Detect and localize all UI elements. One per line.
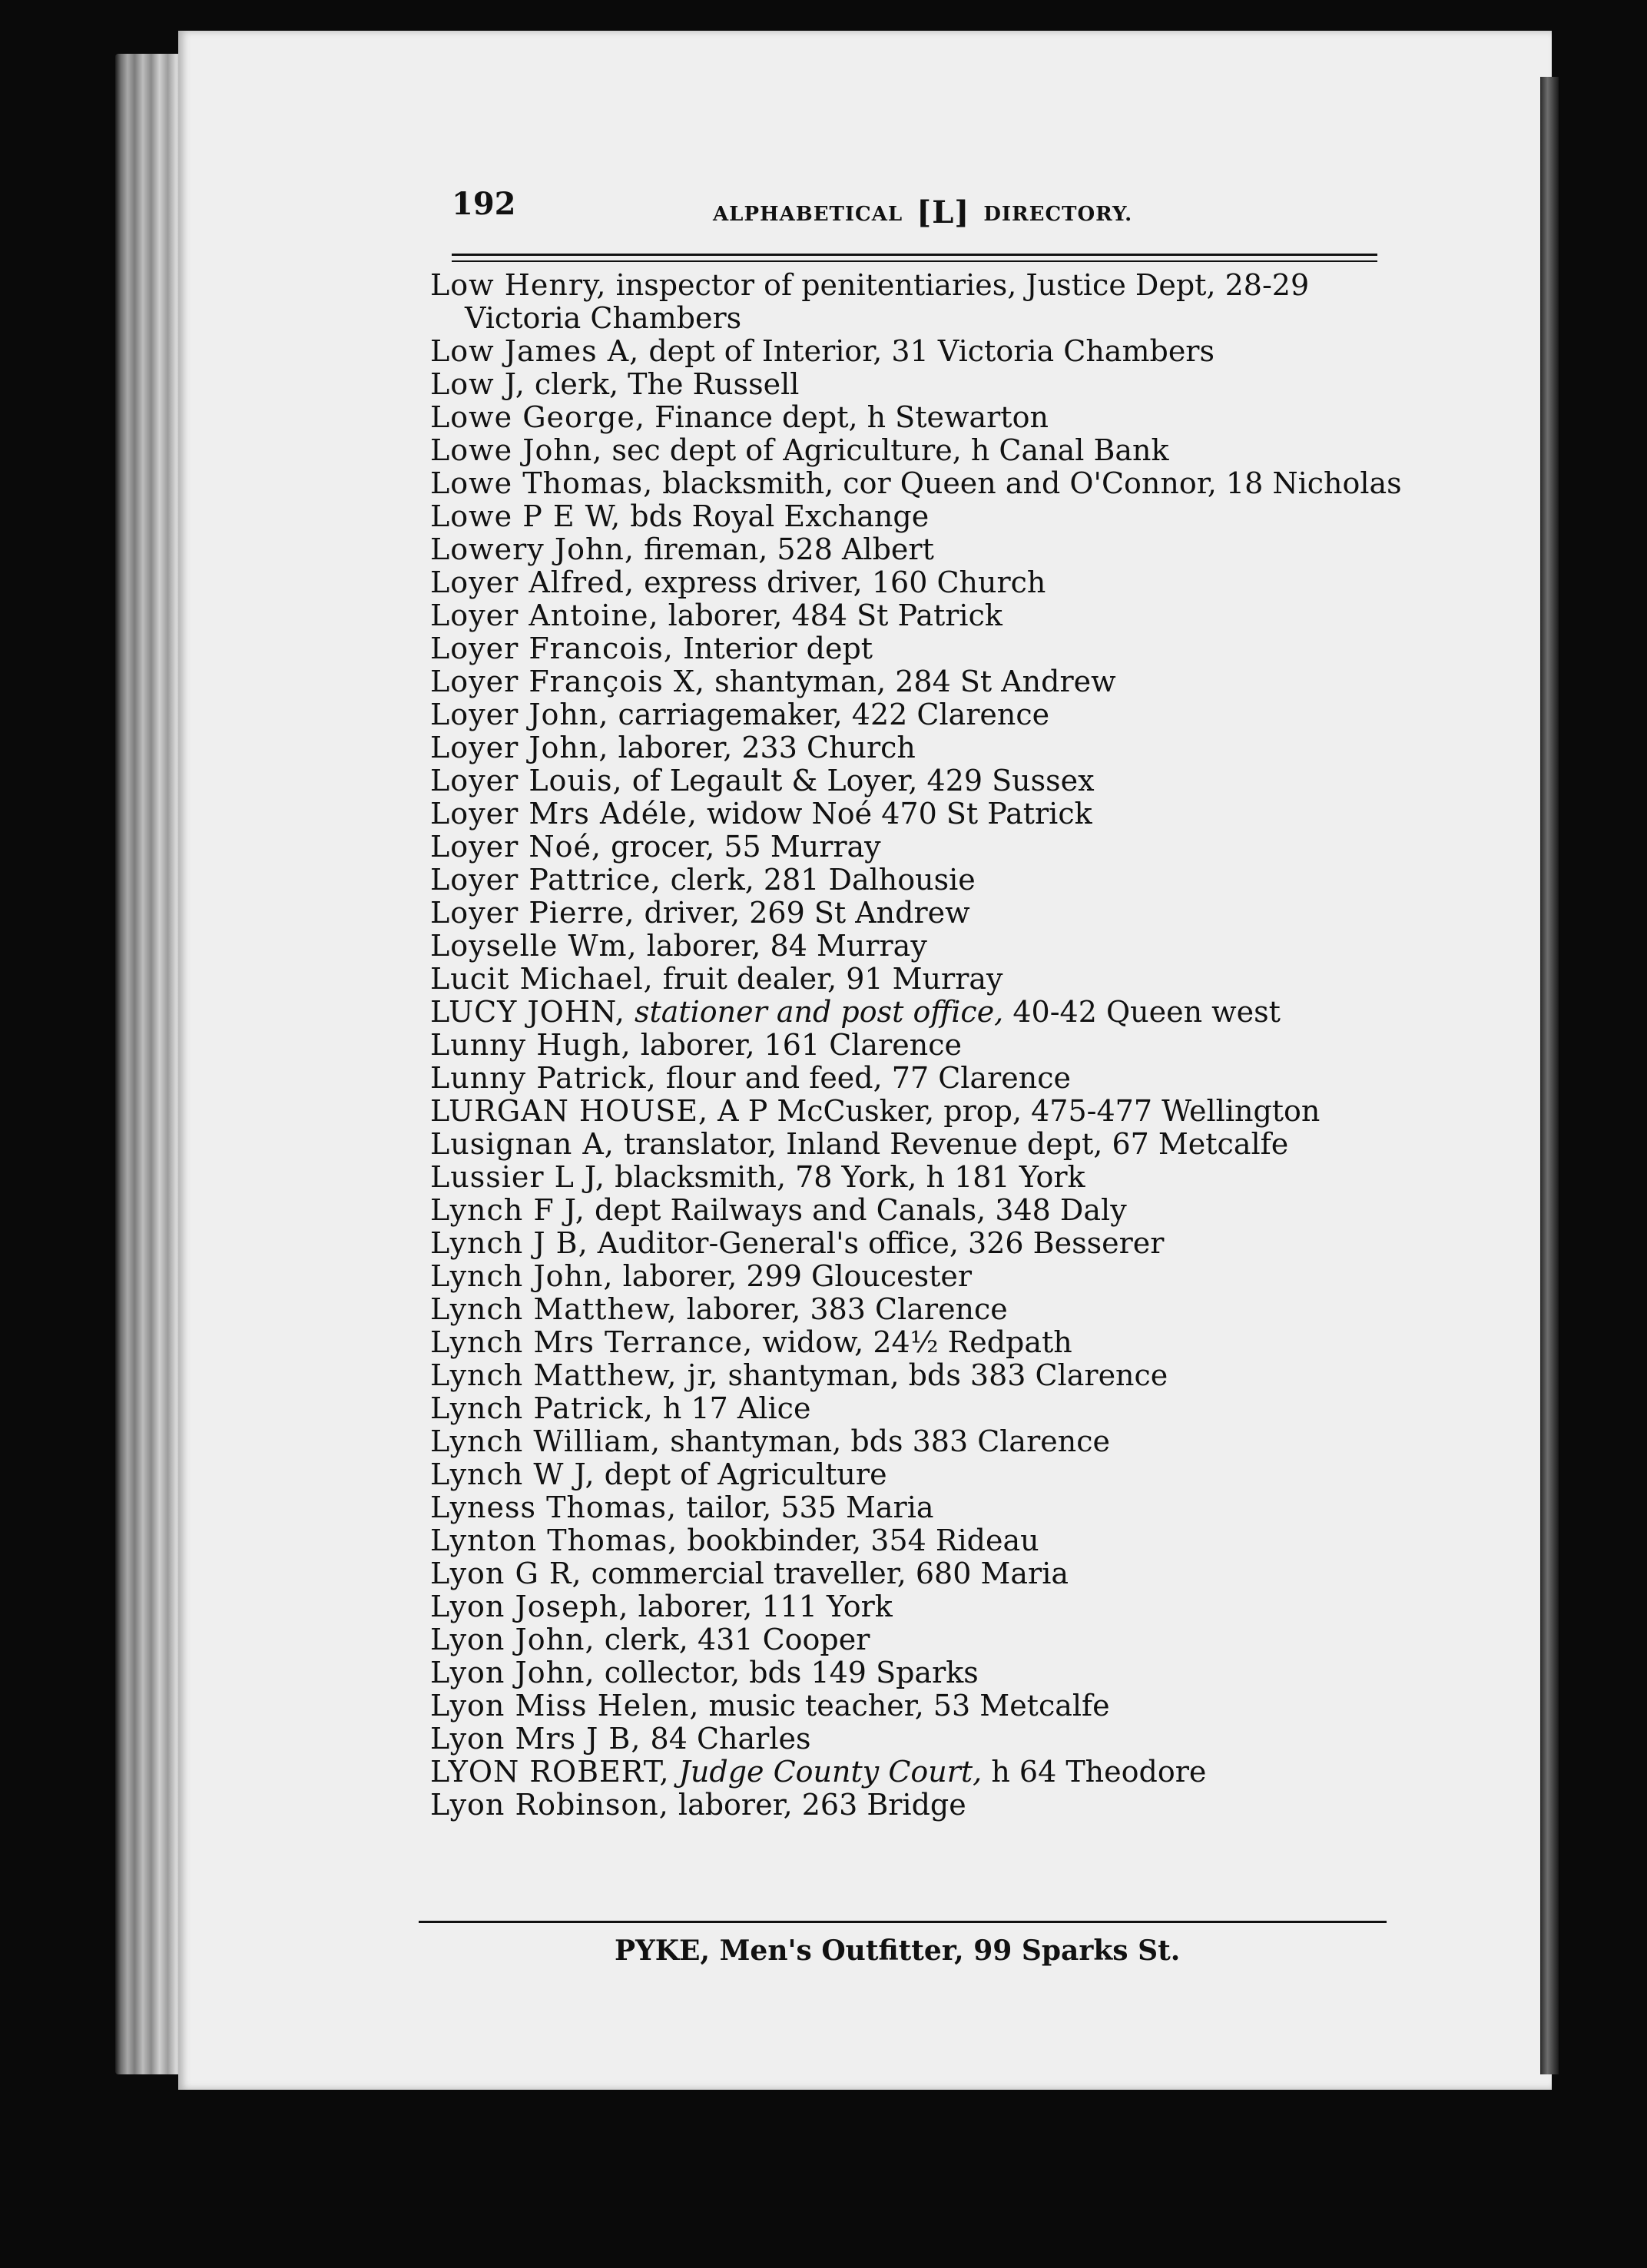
entry-name: Lyon Robinson, — [430, 1788, 669, 1822]
entry-details: express driver, 160 Church — [635, 565, 1046, 599]
entry-name: Loyer Pierre, — [430, 896, 635, 930]
entry-occupation: Judge County Court, — [669, 1755, 983, 1789]
entry-details: dept Railways and Canals, 348 Daly — [585, 1193, 1127, 1227]
entry-details: A P McCusker, prop, 475-477 Wellington — [708, 1094, 1321, 1128]
entry-details: music teacher, 53 Metcalfe — [699, 1689, 1110, 1723]
entry-name: Lucit Michael, — [430, 962, 654, 996]
entry-name: Low James A, — [430, 334, 640, 368]
entry-details: of Legault & Loyer, 429 Sussex — [622, 764, 1095, 797]
directory-entry — [430, 1293, 1390, 1326]
entry-details: bookbinder, 354 Rideau — [678, 1524, 1039, 1557]
directory-entry — [430, 533, 1390, 566]
directory-entry — [430, 1425, 1390, 1458]
entry-name: Lyon Miss Helen, — [430, 1689, 700, 1723]
entry-name: Lussier L J, — [430, 1160, 605, 1194]
entry-name: Loyer John, — [430, 731, 609, 764]
entry-name: Lowe John, — [430, 433, 603, 467]
entry-details: dept of Interior, 31 Victoria Chambers — [639, 334, 1215, 368]
entry-name: Low Henry, — [430, 268, 607, 302]
entry-details: flour and feed, 77 Clarence — [656, 1061, 1071, 1095]
entry-name: LUCY JOHN, — [430, 995, 625, 1029]
entry-details: laborer, 161 Clarence — [631, 1028, 962, 1062]
entry-details: 40-42 Queen west — [1003, 995, 1281, 1029]
entry-name: Lowe Thomas, — [430, 466, 654, 500]
page-number: 192 — [452, 186, 516, 222]
directory-entry — [430, 1557, 1390, 1590]
entry-details: laborer, 111 York — [628, 1590, 893, 1623]
entry-details: shantyman, 284 St Andrew — [705, 665, 1116, 698]
directory-entry — [430, 1260, 1390, 1293]
directory-entry — [430, 1723, 1390, 1756]
directory-entry — [430, 335, 1390, 368]
entry-name: Lyon Mrs J B, — [430, 1722, 641, 1756]
directory-entry — [430, 1392, 1390, 1425]
entry-name: Lyon John, — [430, 1623, 595, 1656]
directory-entry — [430, 1491, 1390, 1524]
entry-details: grocer, 55 Murray — [601, 830, 881, 864]
entry-name: Lynch Patrick, — [430, 1391, 654, 1425]
running-head-letter: [L] — [916, 194, 970, 230]
entry-name: Lyness Thomas, — [430, 1490, 678, 1524]
running-head — [713, 192, 1132, 228]
directory-entry — [430, 269, 1390, 335]
entry-details: tailor, 535 Maria — [677, 1490, 934, 1524]
directory-entry — [430, 698, 1390, 731]
entry-name: Lowe George, — [430, 400, 645, 434]
directory-entry — [430, 831, 1390, 864]
entry-details: laborer, 383 Clarence — [677, 1292, 1008, 1326]
entry-details: collector, bds 149 Sparks — [595, 1656, 979, 1689]
entry-name: Lunny Patrick, — [430, 1061, 657, 1095]
entry-details: laborer, 233 Church — [608, 731, 916, 764]
entry-name: Loyer François X, — [430, 665, 705, 698]
directory-entry — [430, 797, 1390, 831]
entry-name: Lynch W J, — [430, 1457, 595, 1491]
entry-details: fruit dealer, 91 Murray — [653, 962, 1003, 996]
directory-entry — [430, 434, 1390, 467]
directory-entry — [430, 1128, 1390, 1161]
directory-entry — [430, 500, 1390, 533]
entry-name: Lynch Matthew, — [430, 1292, 678, 1326]
entry-name: Lusignan A, — [430, 1127, 615, 1161]
directory-entry — [430, 368, 1390, 401]
entry-name: Lynch F J, — [430, 1193, 585, 1227]
directory-entry — [430, 1689, 1390, 1723]
entry-details: laborer, 84 Murray — [637, 929, 927, 963]
directory-entry — [430, 731, 1390, 764]
entry-details: blacksmith, cor Queen and O'Connor, 18 Nicholas — [653, 466, 1402, 500]
entry-name: Loyer Francois, — [430, 632, 674, 665]
entry-details: h 17 Alice — [653, 1391, 811, 1425]
entry-details: shantyman, bds 383 Clarence — [661, 1424, 1110, 1458]
entry-name: Lynton Thomas, — [430, 1524, 678, 1557]
entry-name: Loyer Alfred, — [430, 565, 635, 599]
entry-occupation: stationer and post office, — [625, 995, 1004, 1029]
directory-entry — [430, 1062, 1390, 1095]
directory-entry — [430, 1095, 1390, 1128]
directory-entry — [430, 1359, 1390, 1392]
directory-entry — [430, 1789, 1390, 1822]
entry-details: inspector of penitentiaries, Justice Dept, 28-29 Victoria Chambers — [465, 268, 1310, 335]
entry-name: Loyer Louis, — [430, 764, 623, 797]
entry-name: Lowe P E W, — [430, 499, 621, 533]
directory-entry — [430, 864, 1390, 897]
entry-details: Auditor-General's office, 326 Besserer — [588, 1226, 1165, 1260]
directory-entry — [430, 599, 1390, 632]
page-header — [452, 186, 1374, 232]
entry-name: Loyselle Wm, — [430, 929, 638, 963]
directory-entries — [430, 268, 1402, 1822]
directory-entry — [430, 930, 1390, 963]
entry-details: clerk, 281 Dalhousie — [661, 863, 976, 897]
entry-details: 84 Charles — [641, 1722, 811, 1756]
entry-name: Lynch Mrs Terrance, — [430, 1325, 754, 1359]
entry-details: h 64 Theodore — [982, 1755, 1207, 1789]
entry-name: Lynch William, — [430, 1424, 661, 1458]
directory-entry — [430, 1161, 1390, 1194]
entry-name: Loyer Pattrice, — [430, 863, 661, 897]
directory-entry — [430, 632, 1390, 665]
entry-details: bds Royal Exchange — [621, 499, 930, 533]
entry-details: Interior dept — [673, 632, 873, 665]
entry-name: Lynch J B, — [430, 1226, 588, 1260]
entry-details: Finance dept, h Stewarton — [645, 400, 1049, 434]
entry-name: Low J, — [430, 367, 525, 401]
entry-details: blacksmith, 78 York, h 181 York — [605, 1160, 1085, 1194]
entry-details: commercial traveller, 680 Maria — [582, 1557, 1069, 1590]
entry-details: laborer, 484 St Patrick — [658, 598, 1002, 632]
footer-rule — [419, 1921, 1387, 1923]
entry-name: Lyon G R, — [430, 1557, 582, 1590]
directory-entry — [430, 897, 1390, 930]
entry-details: shantyman, bds 383 Clarence — [718, 1358, 1168, 1392]
directory-entry — [430, 1029, 1390, 1062]
entry-name: Loyer John, — [430, 698, 609, 731]
entry-name: Lyon John, — [430, 1656, 595, 1689]
directory-entry — [430, 1194, 1390, 1227]
entry-details: carriagemaker, 422 Clarence — [608, 698, 1050, 731]
header-rule-thin — [452, 260, 1377, 262]
directory-entry — [430, 1227, 1390, 1260]
directory-entry — [430, 963, 1390, 996]
entry-details: laborer, 299 Gloucester — [613, 1259, 973, 1293]
running-head-after: DIRECTORY. — [983, 203, 1133, 226]
directory-entry — [430, 665, 1390, 698]
directory-entry — [430, 1590, 1390, 1623]
entry-details: clerk, 431 Cooper — [595, 1623, 870, 1656]
entry-details: driver, 269 St Andrew — [635, 896, 970, 930]
entry-name: Lunny Hugh, — [430, 1028, 631, 1062]
entry-name: Lynch Matthew, jr, — [430, 1358, 719, 1392]
entry-details: translator, Inland Revenue dept, 67 Metcalfe — [614, 1127, 1289, 1161]
entry-name: Lynch John, — [430, 1259, 614, 1293]
directory-entry — [430, 1656, 1390, 1689]
entry-details: sec dept of Agriculture, h Canal Bank — [602, 433, 1169, 467]
running-head-before: ALPHABETICAL — [713, 203, 903, 226]
header-rule — [452, 254, 1377, 256]
directory-entry — [430, 566, 1390, 599]
entry-details: widow Noé 470 St Patrick — [697, 797, 1092, 831]
directory-entry — [430, 1623, 1390, 1656]
entry-name: Lyon Joseph, — [430, 1590, 629, 1623]
footer-advertisement: PYKE, Men's Outfitter, 99 Sparks St. — [615, 1935, 1181, 1967]
entry-name: Lowery John, — [430, 532, 635, 566]
directory-entry — [430, 1756, 1390, 1789]
entry-name: Loyer Antoine, — [430, 598, 659, 632]
book-page-edges — [115, 54, 184, 2074]
entry-details: laborer, 263 Bridge — [668, 1788, 966, 1822]
directory-entry — [430, 401, 1390, 434]
entry-details: clerk, The Russell — [525, 367, 800, 401]
directory-entry — [430, 1458, 1390, 1491]
entry-name: Loyer Noé, — [430, 830, 602, 864]
entry-name: LURGAN HOUSE, — [430, 1094, 709, 1128]
entry-details: fireman, 528 Albert — [634, 532, 934, 566]
directory-entry — [430, 1524, 1390, 1557]
directory-entry — [430, 1326, 1390, 1359]
book-spine — [1540, 77, 1559, 2074]
directory-entry — [430, 466, 1402, 500]
directory-entry — [430, 996, 1390, 1029]
directory-entry — [430, 764, 1390, 797]
entry-details: widow, 24½ Redpath — [753, 1325, 1072, 1359]
entry-name: LYON ROBERT, — [430, 1755, 670, 1789]
entry-name: Loyer Mrs Adéle, — [430, 797, 698, 831]
entry-details: dept of Agriculture — [595, 1457, 887, 1491]
